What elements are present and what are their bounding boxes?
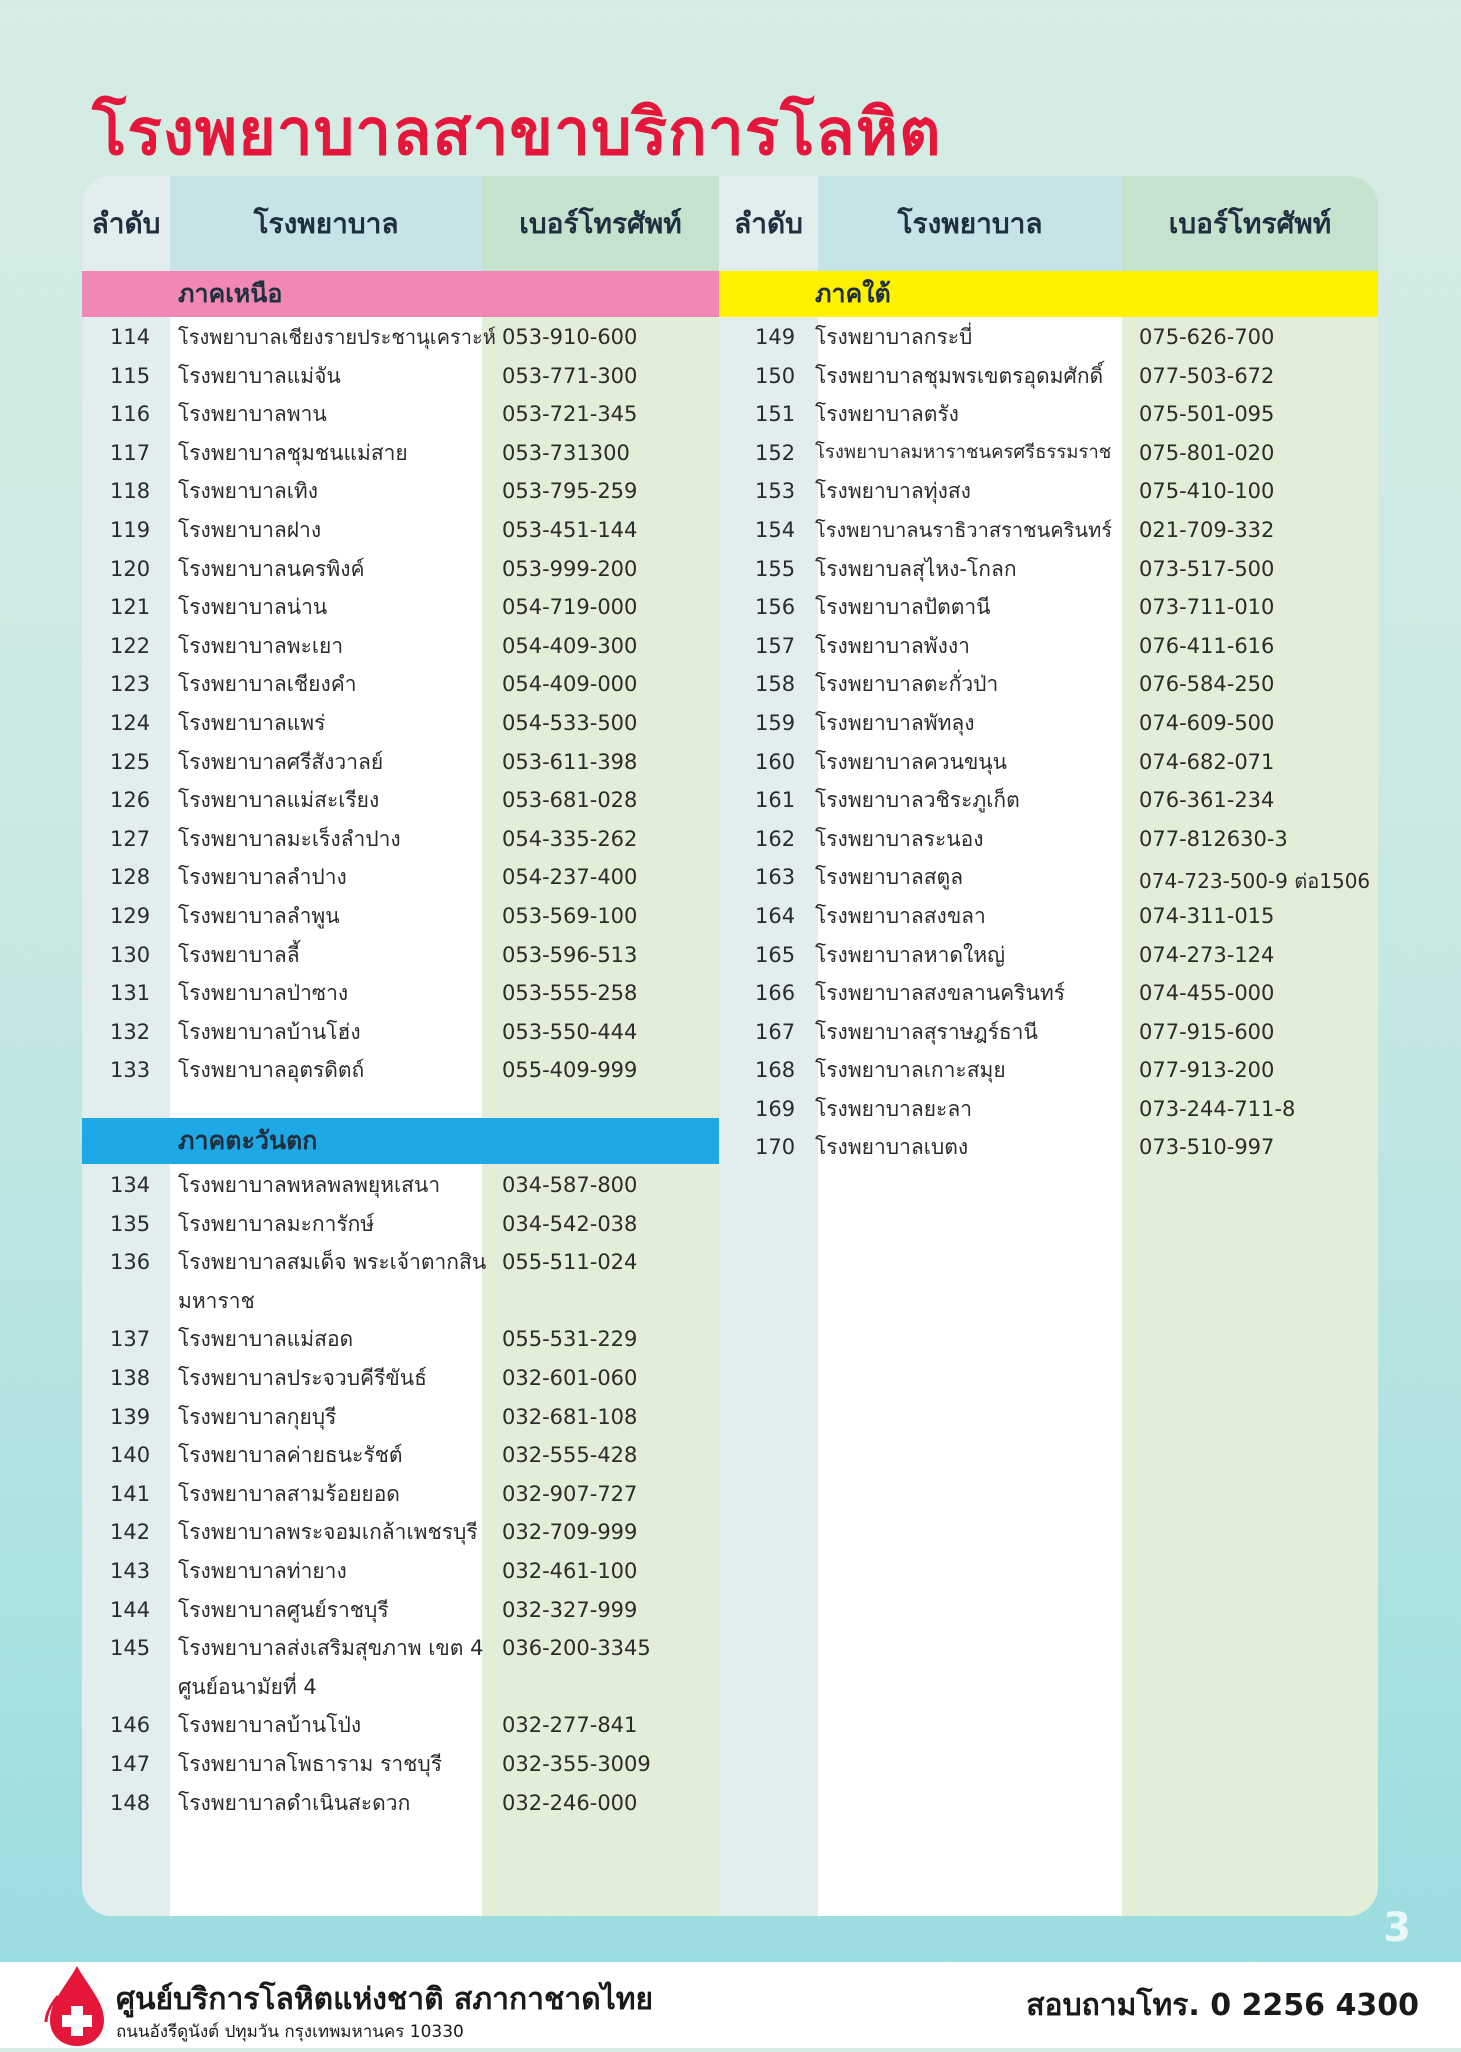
hospital-name: โรงพยาบาลสุราษฎร์ธานี [815,1019,1038,1044]
region-label-west: ภาคตะวันตก [178,1126,318,1155]
footer-org-name: ศูนย์บริการโลหิตแห่งชาติ สภากาชาดไทย [116,1982,654,2017]
phone-number: 053-910-600 [502,325,638,349]
row-number: 151 [755,402,796,427]
hospital-name: โรงพยาบาลกุยบุรี [178,1404,337,1429]
row-number: 121 [110,595,151,620]
row-number: 119 [110,517,151,542]
footer-address: ถนนอังรีดูนังต์ ปทุมวัน กรุงเทพมหานคร 10330 [116,2022,464,2042]
header-phone-right: เบอร์โทรศัพท์ [1122,176,1378,272]
row-number: 164 [755,903,796,928]
table-row [719,1090,1378,1129]
table-row [82,1745,719,1784]
row-number: 120 [110,556,151,581]
hospital-name: โรงพยาบาลนราธิวาสราชนครินทร์ [815,517,1113,542]
table-row [82,974,719,1013]
hospital-name: โรงพยาบาลพหลพลพยุหเสนา [178,1173,441,1197]
hospital-name: โรงพยาบาลมะการักษ์ [178,1211,375,1236]
phone-number: 053-555-258 [502,981,638,1006]
hospital-name: โรงพยาบาลนครพิงค์ [178,556,365,581]
hospital-name: โรงพยาบาลแม่สะเรียง [178,788,380,813]
table-row [82,1320,719,1359]
hospital-name: โรงพยาบาลเบตง [815,1135,969,1160]
row-number: 145 [110,1636,151,1661]
phone-number: 053-451-144 [502,517,638,542]
hospital-name: โรงพยาบาลพะเยา [178,633,344,658]
hospital-name: โรงพยาบาลบ้านโฮ่ง [178,1019,361,1044]
table-row [719,395,1378,434]
row-number: 170 [755,1135,796,1160]
phone-number: 032-277-841 [502,1713,638,1738]
hospital-table [82,176,1378,1916]
hospital-name: โรงพยาบาลหาดใหญ่ [815,942,1006,967]
phone-number: 076-361-234 [1139,788,1275,813]
region-label-south: ภาคใต้ [815,279,891,308]
page-number: 3 [1383,1905,1411,1951]
phone-number: 074-682-071 [1139,749,1275,774]
table-row [82,550,719,589]
table-row [82,1166,719,1205]
phone-number: 077-503-672 [1139,363,1275,388]
table-row [82,588,719,627]
hospital-name: โรงพยาบาลยะลา [815,1096,972,1121]
table-row [719,434,1378,473]
table-row [82,1398,719,1437]
hospital-name: โรงพยาบาลสงขลา [815,903,986,928]
hospital-name: โรงพยาบาลน่าน [178,595,328,620]
table-row [82,1629,719,1706]
row-number: 128 [110,865,151,890]
row-number: 155 [755,556,796,581]
hospital-name: โรงพยาบาลชุมชนแม่สาย [178,440,408,465]
table-row [82,1013,719,1052]
row-number: 123 [110,672,151,697]
phone-number: 053-721-345 [502,402,638,427]
phone-number: 053-771-300 [502,363,638,388]
rows-south [719,318,1378,1167]
row-number: 159 [755,710,796,735]
hospital-name: โรงพยาบาลเชียงรายประชานุเคราะห์ [178,325,496,349]
hospital-name: โรงพยาบาลลำพูน [178,903,340,928]
phone-number: 073-510-997 [1139,1135,1275,1160]
table-row [82,1513,719,1552]
phone-number: 021-709-332 [1139,517,1275,542]
phone-number: 054-409-000 [502,672,638,697]
phone-number: 053-611-398 [502,749,638,774]
hospital-name: โรงพยาบาลมะเร็งลำปาง [178,826,401,851]
table-row [82,1784,719,1823]
phone-number: 054-237-400 [502,865,638,890]
row-number: 168 [755,1058,796,1083]
hospital-name: โรงพยาบาลวชิระภูเก็ต [815,788,1020,813]
phone-number: 075-626-700 [1139,325,1275,349]
row-number: 166 [755,981,796,1006]
row-number: 154 [755,517,796,542]
table-row [719,936,1378,975]
phone-number: 075-501-095 [1139,402,1275,427]
row-number: 132 [110,1019,151,1044]
row-number: 126 [110,788,151,813]
rows-north [82,318,719,1090]
hospital-name: โรงพยาบาลมหาราชนครศรีธรรมราช [815,441,1112,463]
table-row [719,743,1378,782]
phone-number: 032-355-3009 [502,1751,651,1776]
phone-number: 054-533-500 [502,710,638,735]
row-number: 150 [755,363,796,388]
phone-number: 032-681-108 [502,1404,638,1429]
hospital-name: โรงพยาบาลส่งเสริมสุขภาพ เขต 4 ศูนย์อนามัยที่ 4 [178,1636,484,1699]
hospital-name: โรงพยาบาลควนขนุน [815,749,1008,774]
phone-number: 053-569-100 [502,903,638,928]
region-band-west [82,1118,719,1164]
header-hospital-left: โรงพยาบาล [170,176,482,272]
hospital-name: โรงพยาบาลแม่สอด [178,1327,354,1352]
phone-number: 054-335-262 [502,826,638,851]
row-number: 138 [110,1365,151,1390]
row-number: 162 [755,826,796,851]
row-number: 115 [110,363,151,388]
hospital-name: โรงพยาบาลกระบี่ [815,325,973,349]
table-row [82,781,719,820]
row-number: 157 [755,633,796,658]
row-number: 116 [110,402,151,427]
hospital-name: โรงพยาบาลพัทลุง [815,710,975,735]
phone-number: 075-801-020 [1139,440,1275,465]
hospital-name: โรงพยาบาลศูนย์ราชบุรี [178,1597,389,1622]
phone-number: 076-584-250 [1139,672,1275,697]
hospital-name: โรงพยาบาลสตูล [815,865,964,890]
row-number: 146 [110,1713,151,1738]
hospital-name: โรงพยาบาลตะกั่วป่า [815,672,999,697]
table-row [82,318,719,357]
table-row [82,936,719,975]
table-row [82,1552,719,1591]
row-number: 144 [110,1597,151,1622]
table-row [719,357,1378,396]
phone-number: 032-907-727 [502,1481,638,1506]
hospital-name: โรงพยาบาลปัตตานี [815,595,991,620]
row-number: 129 [110,903,151,928]
phone-number: 053-681-028 [502,788,638,813]
table-row [719,820,1378,859]
row-number: 135 [110,1211,151,1236]
phone-number: 077-915-600 [1139,1019,1275,1044]
rows-west [82,1166,719,1822]
footer [0,1962,1461,2048]
row-number: 167 [755,1019,796,1044]
hospital-name: โรงพยาบาลบ้านโป่ง [178,1713,362,1738]
table-row [719,318,1378,357]
row-number: 153 [755,479,796,504]
hospital-name: โรงพยาบาลระนอง [815,826,984,851]
row-number: 134 [110,1173,151,1197]
hospital-name: โรงพยาบาลท่ายาง [178,1558,347,1583]
hospital-name: โรงพยาบาลแม่จัน [178,363,341,388]
row-number: 130 [110,942,151,967]
hospital-name: โรงพยาบาลสมเด็จ พระเจ้าตากสินมหาราช [178,1250,487,1313]
table-row [82,1591,719,1630]
hospital-name: โรงพยาบาลศรีสังวาลย์ [178,749,384,774]
table-row [82,897,719,936]
table-row [719,1051,1378,1090]
table-row [82,472,719,511]
table-row [82,1436,719,1475]
hospital-name: โรงพยาบาลตรัง [815,402,959,427]
row-number: 125 [110,749,151,774]
phone-number: 034-542-038 [502,1211,638,1236]
row-number: 140 [110,1443,151,1468]
row-number: 169 [755,1096,796,1121]
table-row [719,704,1378,743]
phone-number: 053-795-259 [502,479,638,504]
table-row [82,820,719,859]
row-number: 141 [110,1481,151,1506]
table-row [82,395,719,434]
phone-number: 053-999-200 [502,556,638,581]
page-title: โรงพยาบาลสาขาบริการโลหิต [92,96,942,170]
hospital-name: โรงพยาบาลพังงา [815,633,970,658]
hospital-name: โรงพยาบาลเทิง [178,479,319,504]
hospital-name: โรงพยาบาลพระจอมเกล้าเพชรบุรี [178,1520,478,1545]
row-number: 131 [110,981,151,1006]
table-row [82,627,719,666]
header-no-right: ลำดับ [719,176,818,272]
row-number: 156 [755,595,796,620]
table-row [82,357,719,396]
table-row [82,434,719,473]
hospital-name: โรงพยาบาลฝาง [178,517,322,542]
hospital-name: โรงพยาบาลเกาะสมุย [815,1058,1006,1083]
phone-number: 032-246-000 [502,1790,638,1815]
hospital-name: โรงพยาบาลทุ่งสง [815,479,971,504]
row-number: 160 [755,749,796,774]
red-cross-blood-drop-icon [44,1962,110,2048]
hospital-name: โรงพยาบาลอุตรดิตถ์ [178,1058,365,1083]
phone-number: 034-587-800 [502,1173,638,1197]
table-row [82,511,719,550]
hospital-name: โรงพยาบาลพาน [178,402,327,427]
table-row [719,1013,1378,1052]
hospital-name: โรงพยาบาลสามร้อยยอด [178,1481,400,1506]
row-number: 158 [755,672,796,697]
hospital-name: โรงพยาบาลลำปาง [178,865,347,890]
row-number: 152 [755,440,796,465]
row-number: 117 [110,440,151,465]
table-row [82,1243,719,1320]
hospital-name: โรงพยาบาลประจวบคีรีขันธ์ [178,1365,427,1390]
table-row [719,472,1378,511]
phone-number: 032-601-060 [502,1365,638,1390]
phone-number: 074-455-000 [1139,981,1275,1006]
row-number: 136 [110,1250,151,1275]
row-number: 149 [755,325,796,349]
row-number: 147 [110,1751,151,1776]
table-row [82,1706,719,1745]
hospital-name: โรงพยาบาลดำเนินสะดวก [178,1790,411,1815]
table-row [82,1475,719,1514]
phone-number: 036-200-3345 [502,1636,651,1661]
phone-number: 074-723-500-9 ต่อ1506 [1139,869,1371,894]
table-row [719,665,1378,704]
row-number: 143 [110,1558,151,1583]
region-band-north [82,271,719,317]
hospital-name: โรงพยาบาลเชียงคำ [178,672,357,697]
header-no-left: ลำดับ [82,176,170,272]
hospital-name: โรงพยาบาลสงขลานครินทร์ [815,981,1065,1006]
footer-phone: สอบถามโทร. 0 2256 4300 [1026,1988,1419,2023]
row-number: 161 [755,788,796,813]
phone-number: 053-596-513 [502,942,638,967]
row-number: 114 [110,325,151,349]
header-phone-left: เบอร์โทรศัพท์ [482,176,719,272]
row-number: 122 [110,633,151,658]
row-number: 165 [755,942,796,967]
table-row [719,897,1378,936]
row-number: 137 [110,1327,151,1352]
phone-number: 075-410-100 [1139,479,1275,504]
phone-number: 073-711-010 [1139,595,1275,620]
phone-number: 032-461-100 [502,1558,638,1583]
phone-number: 054-719-000 [502,595,638,620]
row-number: 139 [110,1404,151,1429]
table-row [719,974,1378,1013]
phone-number: 032-555-428 [502,1443,638,1468]
phone-number: 074-273-124 [1139,942,1275,967]
hospital-name: โรงพยาบลสุไหง-โกลก [815,556,1017,581]
table-row [719,511,1378,550]
table-row [719,1128,1378,1167]
phone-number: 053-550-444 [502,1019,638,1044]
row-number: 124 [110,710,151,735]
phone-number: 032-709-999 [502,1520,638,1545]
phone-number: 055-511-024 [502,1250,638,1275]
table-row [82,1205,719,1244]
table-row [82,1359,719,1398]
row-number: 127 [110,826,151,851]
hospital-name: โรงพยาบาลโพธาราม ราชบุรี [178,1751,442,1776]
phone-number: 073-517-500 [1139,556,1275,581]
phone-number: 076-411-616 [1139,633,1275,658]
header-hospital-right: โรงพยาบาล [818,176,1122,272]
row-number: 133 [110,1058,151,1083]
row-number: 118 [110,479,151,504]
phone-number: 032-327-999 [502,1597,638,1622]
table-row [719,858,1378,897]
table-row [82,704,719,743]
hospital-name: โรงพยาบาลค่ายธนะรัชต์ [178,1443,403,1468]
table-row [82,858,719,897]
phone-number: 073-244-711-8 [1139,1096,1296,1121]
table-row [82,1051,719,1090]
phone-number: 053-731300 [502,440,630,465]
row-number: 163 [755,865,796,890]
phone-number: 055-409-999 [502,1058,638,1083]
phone-number: 074-609-500 [1139,710,1275,735]
phone-number: 054-409-300 [502,633,638,658]
hospital-name: โรงพยาบาลลี้ [178,942,300,967]
region-band-south [719,271,1378,317]
hospital-name: โรงพยาบาลป่าซาง [178,981,349,1006]
region-label-north: ภาคเหนือ [178,279,283,308]
phone-number: 077-812630-3 [1139,826,1288,851]
table-row [82,665,719,704]
phone-number: 077-913-200 [1139,1058,1275,1083]
table-row [719,550,1378,589]
table-row [719,781,1378,820]
row-number: 142 [110,1520,151,1545]
table-row [719,588,1378,627]
table-row [719,627,1378,666]
phone-number: 055-531-229 [502,1327,638,1352]
row-number: 148 [110,1790,151,1815]
hospital-name: โรงพยาบาลแพร่ [178,710,326,735]
phone-number: 074-311-015 [1139,903,1275,928]
hospital-name: โรงพยาบาลชุมพรเขตรอุดมศักดิ์ [815,363,1104,388]
table-row [82,743,719,782]
